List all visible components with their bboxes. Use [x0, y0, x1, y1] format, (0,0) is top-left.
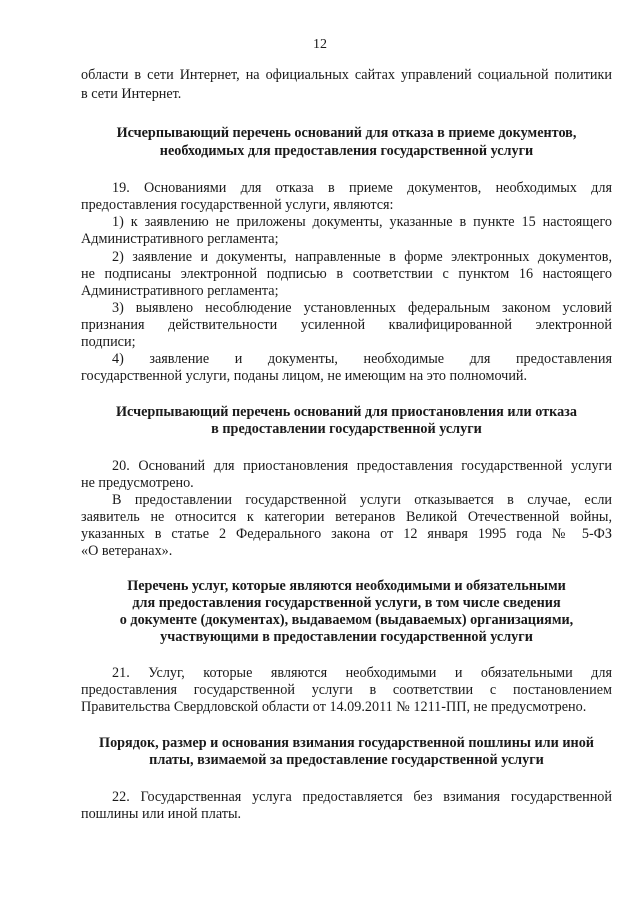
body-line: предоставления государственной услуги, являются: [81, 197, 394, 213]
body-line: предоставления государственной услуги в соответствии с постановлением [81, 682, 612, 698]
body-line: признания действительности усиленной квалифицированной электронной [81, 317, 612, 333]
body-line: В предоставлении государственной услуги отказывается в случае, если [112, 492, 612, 508]
section-heading-line: для предоставления государственной услуги, в том числе сведения [132, 595, 561, 611]
body-line: Административного регламента; [81, 283, 279, 299]
section-heading-line: Исчерпывающий перечень оснований для отказа в приеме документов, [116, 125, 577, 141]
section-heading-line: Порядок, размер и основания взимания государственной пошлины или иной [99, 735, 594, 751]
body-line: заявитель не относится к категории ветеранов Великой Отечественной войны, [81, 509, 612, 525]
section-heading-line: необходимых для предоставления государственной услуги [159, 143, 534, 159]
body-line: области в сети Интернет, на официальных сайтах управлений социальной политики [81, 67, 612, 83]
body-line: 4) заявление и документы, необходимые для предоставления [112, 351, 612, 367]
body-line: 19. Основаниями для отказа в приеме документов, необходимых для [112, 180, 612, 196]
body-line: Правительства Свердловской области от 14.09.2011 № 1211-ПП, не предусмотрено. [81, 699, 587, 715]
body-line: не предусмотрено. [81, 475, 194, 491]
section-heading-line: платы, взимаемой за предоставление государственной услуги [149, 752, 544, 768]
body-line: государственной услуги, поданы лицом, не имеющим на это полномочий. [81, 368, 528, 384]
section-heading-line: Перечень услуг, которые являются необходимыми и обязательными [127, 578, 566, 594]
body-line: пошлины или иной платы. [81, 806, 242, 822]
body-line: Административного регламента; [81, 231, 279, 247]
body-line: 20. Оснований для приостановления предоставления государственной услуги [112, 458, 612, 474]
body-line: 22. Государственная услуга предоставляется без взимания государственной [112, 789, 612, 805]
section-heading-line: участвующими в предоставлении государственной услуги [160, 629, 533, 645]
body-line: в сети Интернет. [81, 86, 182, 102]
body-line: «О ветеранах». [81, 543, 173, 559]
section-heading-line: о документе (документах), выдаваемом (выдаваемых) организациями, [119, 612, 574, 628]
body-line: не подписаны электронной подписью в соответствии с пунктом 16 настоящего [81, 266, 612, 282]
page-number: 12 [313, 37, 327, 52]
section-heading-line: в предоставлении государственной услуги [211, 421, 482, 437]
body-line: 3) выявлено несоблюдение установленных федеральным законом условий [112, 300, 612, 316]
body-line: указанных в статье 2 Федерального закона от 12 января 1995 года № 5-ФЗ [81, 526, 612, 542]
body-line: 1) к заявлению не приложены документы, указанные в пункте 15 настоящего [112, 214, 612, 230]
body-line: 21. Услуг, которые являются необходимыми и обязательными для [112, 665, 612, 681]
body-line: подписи; [81, 334, 136, 350]
section-heading-line: Исчерпывающий перечень оснований для приостановления или отказа [116, 404, 577, 420]
body-line: 2) заявление и документы, направленные в форме электронных документов, [112, 249, 612, 265]
